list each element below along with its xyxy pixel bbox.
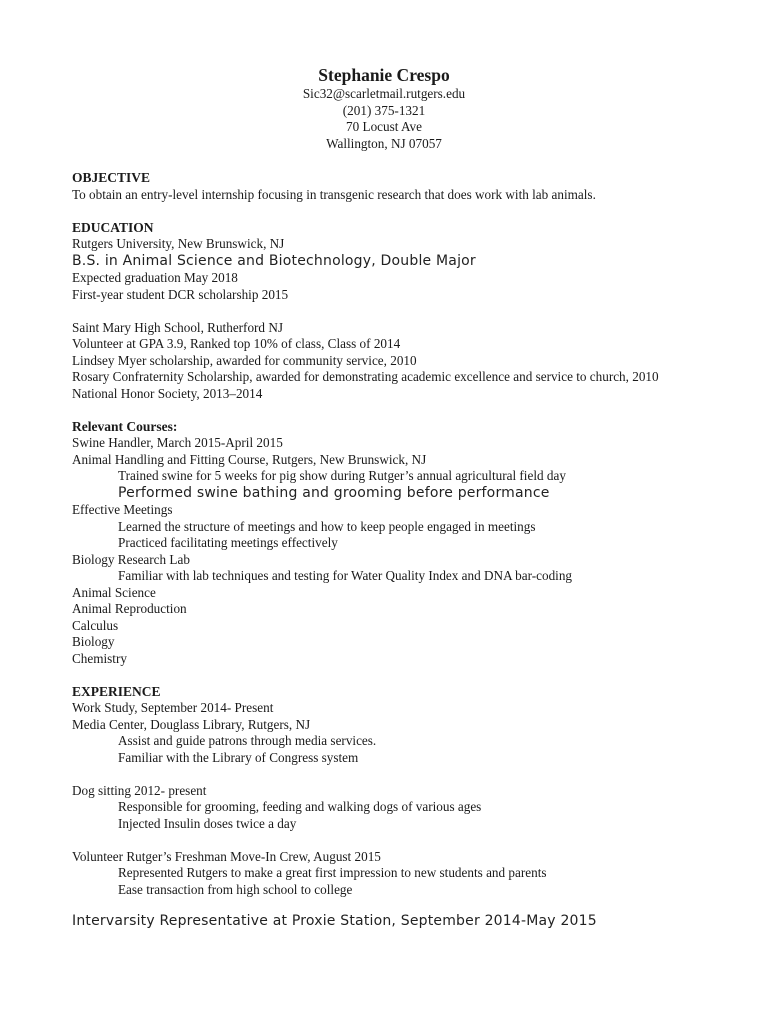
- experience-title: Dog sitting 2012- present: [72, 782, 207, 798]
- high-school-item: Lindsey Myer scholarship, awarded for community service, 2010: [72, 352, 417, 368]
- course-item: Animal Science: [72, 584, 156, 600]
- degree-line: B.S. in Animal Science and Biotechnology, Double Major: [72, 252, 476, 269]
- objective-text: To obtain an entry-level internship focusing in transgenic research that does work with lab animals.: [72, 186, 596, 202]
- course-detail: Practiced facilitating meetings effectively: [118, 535, 338, 550]
- section-spacer: [72, 402, 732, 419]
- experience-detail: Responsible for grooming, feeding and walking dogs of various ages: [118, 799, 482, 814]
- experience-detail: Injected Insulin doses twice a day: [118, 815, 297, 831]
- course-item: Calculus: [72, 617, 119, 633]
- courses-heading: Relevant Courses:: [72, 418, 178, 434]
- experience-detail: Ease transaction from high school to college: [118, 881, 353, 897]
- resume-header: [0, 64, 768, 152]
- university-scholarship: First-year student DCR scholarship 2015: [72, 286, 289, 302]
- experience-place: Media Center, Douglass Library, Rutgers, NJ: [72, 716, 311, 732]
- experience-heading: EXPERIENCE: [72, 683, 161, 699]
- course-detail: Learned the structure of meetings and how to keep people engaged in meetings: [118, 518, 536, 534]
- section-spacer: [72, 832, 732, 849]
- section-spacer: [72, 667, 732, 684]
- high-school-name: Saint Mary High School, Rutherford NJ: [72, 319, 283, 335]
- high-school-item: Volunteer at GPA 3.9, Ranked top 10% of class, Class of 2014: [72, 336, 401, 351]
- candidate-name: Stephanie Crespo: [318, 65, 450, 85]
- experience-detail: Assist and guide patrons through media services.: [118, 733, 377, 748]
- course-item: Animal Handling and Fitting Course, Rutgers, New Brunswick, NJ: [72, 451, 427, 467]
- experience-title: Work Study, September 2014- Present: [72, 700, 274, 715]
- experience-title: Intervarsity Representative at Proxie Station, September 2014-May 2015: [72, 913, 597, 929]
- high-school-item: Rosary Confraternity Scholarship, awarded for demonstrating academic excellence and service to church, 2010: [72, 369, 659, 384]
- course-item: Biology Research Lab: [72, 551, 190, 567]
- experience-detail: Familiar with the Library of Congress system: [118, 749, 359, 765]
- experience-title: Volunteer Rutger’s Freshman Move-In Crew, August 2015: [72, 848, 381, 864]
- objective-heading: OBJECTIVE: [72, 170, 151, 185]
- course-item: Swine Handler, March 2015-April 2015: [72, 435, 283, 450]
- high-school-item: National Honor Society, 2013–2014: [72, 385, 263, 401]
- course-item: Effective Meetings: [72, 502, 173, 517]
- course-detail: Trained swine for 5 weeks for pig show during Rutger’s annual agricultural field day: [118, 468, 566, 483]
- course-item: Chemistry: [72, 650, 127, 666]
- course-item: Animal Reproduction: [72, 601, 187, 616]
- course-item: Biology: [72, 634, 115, 649]
- course-detail: Performed swine bathing and grooming before performance: [118, 484, 550, 501]
- education-heading: EDUCATION: [72, 219, 154, 235]
- resume-body: [72, 170, 732, 931]
- experience-detail: Represented Rutgers to make a great first impression to new students and parents: [118, 865, 547, 880]
- city-state-zip: Wallington, NJ 07057: [326, 135, 442, 151]
- university-name: Rutgers University, New Brunswick, NJ: [72, 236, 285, 251]
- course-detail: Familiar with lab techniques and testing for Water Quality Index and DNA bar-coding: [118, 568, 573, 583]
- section-spacer: [72, 203, 732, 220]
- section-spacer: [72, 898, 732, 913]
- graduation-line: Expected graduation May 2018: [72, 270, 238, 285]
- street-address: 70 Locust Ave: [346, 119, 422, 134]
- phone-number: (201) 375-1321: [342, 102, 426, 118]
- email-address: Sic32@scarletmail.rutgers.edu: [302, 86, 466, 101]
- section-spacer: [72, 766, 732, 783]
- section-spacer: [72, 303, 732, 320]
